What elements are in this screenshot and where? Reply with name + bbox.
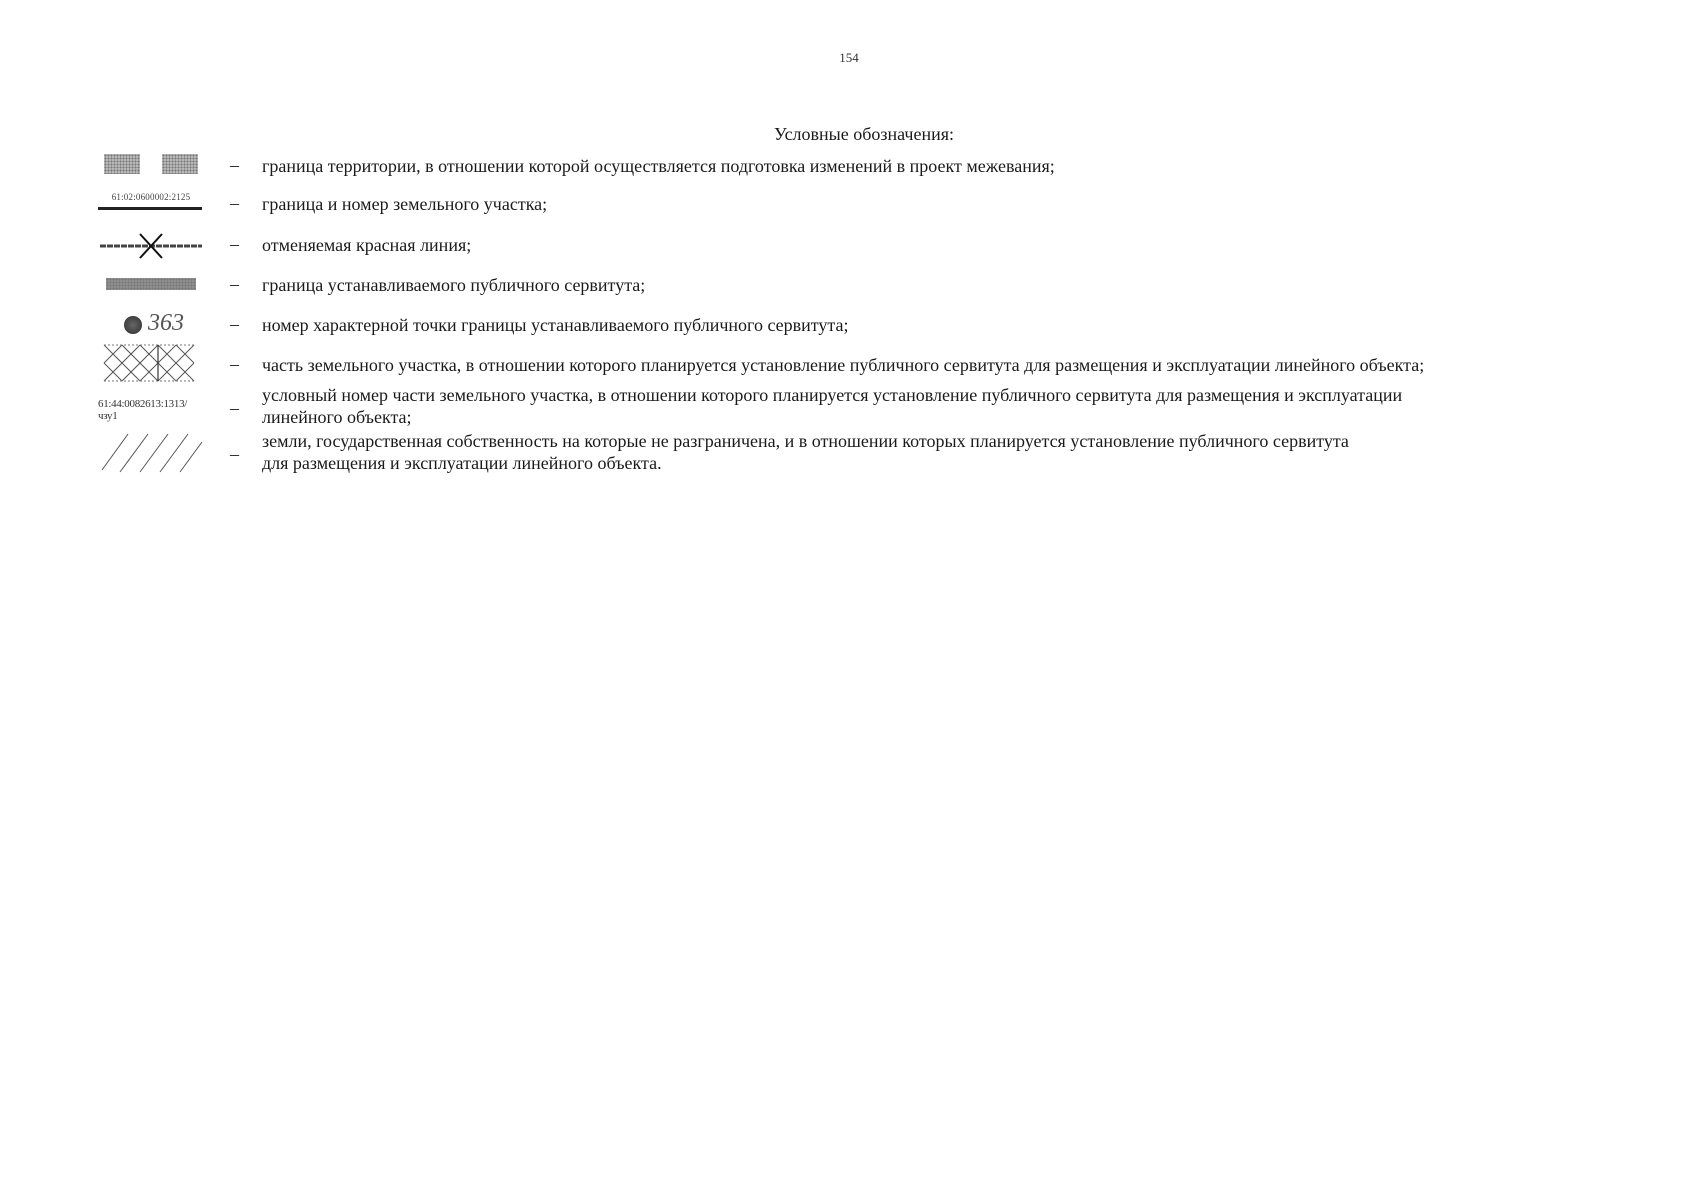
legend-description	[262, 384, 1402, 428]
part-number-label-symbol	[98, 398, 204, 422]
legend-description-line-1: условный номер части земельного участка, в отношении которого планируется установление публичного сервитута для размещения и эксплуатации	[262, 385, 1403, 405]
legend-dash: –	[230, 274, 239, 294]
land-plot-boundary-symbol	[98, 192, 204, 214]
diagonal-hatch-icon	[98, 430, 204, 474]
diagonal-hatch-area-symbol	[98, 430, 204, 474]
part-number-label: 61:44:0082613:1313/чзу1	[98, 398, 188, 422]
characteristic-point-symbol	[98, 310, 204, 338]
legend-description: граница и номер земельного участка;	[262, 194, 548, 214]
legend-description: граница территории, в отношении которой осуществляется подготовка изменений в проект межевания;	[262, 156, 1055, 176]
legend-dash: –	[230, 354, 239, 374]
cancelled-red-line-symbol	[98, 232, 204, 260]
legend-description: граница устанавливаемого публичного сервитута;	[262, 275, 646, 295]
legend-dash: –	[230, 234, 239, 254]
crosshatch-area-symbol	[98, 344, 204, 382]
legend-description-line-2: для размещения и эксплуатации линейного объекта.	[262, 453, 662, 473]
page-number: 154	[839, 50, 859, 65]
stipple-block-left	[104, 154, 140, 174]
legend-description-line-2: линейного объекта;	[262, 407, 412, 427]
point-number-label: 363	[148, 310, 184, 336]
stipple-block-right	[162, 154, 198, 174]
legend-dash: –	[230, 398, 239, 418]
legend-dash: –	[230, 155, 239, 175]
easement-boundary-symbol	[98, 274, 204, 294]
point-marker-icon	[124, 316, 142, 334]
legend-description: часть земельного участка, в отношении которого планируется установление публичного сервитута для размещения и эксплуатации линейного объекта;	[262, 355, 1425, 375]
legend-title: Условные обозначения:	[773, 124, 955, 144]
legend-dash: –	[230, 314, 239, 334]
cadastral-number-label: 61:02:0600002:2125	[111, 192, 191, 202]
legend-description	[262, 430, 1349, 474]
legend-dash: –	[230, 193, 239, 213]
legend-description: отменяемая красная линия;	[262, 235, 472, 255]
territory-boundary-symbol	[98, 154, 204, 176]
legend-description: номер характерной точки границы устанавливаемого публичного сервитута;	[262, 315, 849, 335]
easement-stipple-band	[106, 278, 196, 290]
cross-line-icon	[98, 232, 204, 260]
boundary-line	[98, 207, 202, 210]
legend-dash: –	[230, 444, 239, 464]
crosshatch-icon	[98, 344, 204, 382]
legend-description-line-1: земли, государственная собственность на которые не разграничена, и в отношении которых планируется установление публичного сервитута	[262, 431, 1349, 451]
